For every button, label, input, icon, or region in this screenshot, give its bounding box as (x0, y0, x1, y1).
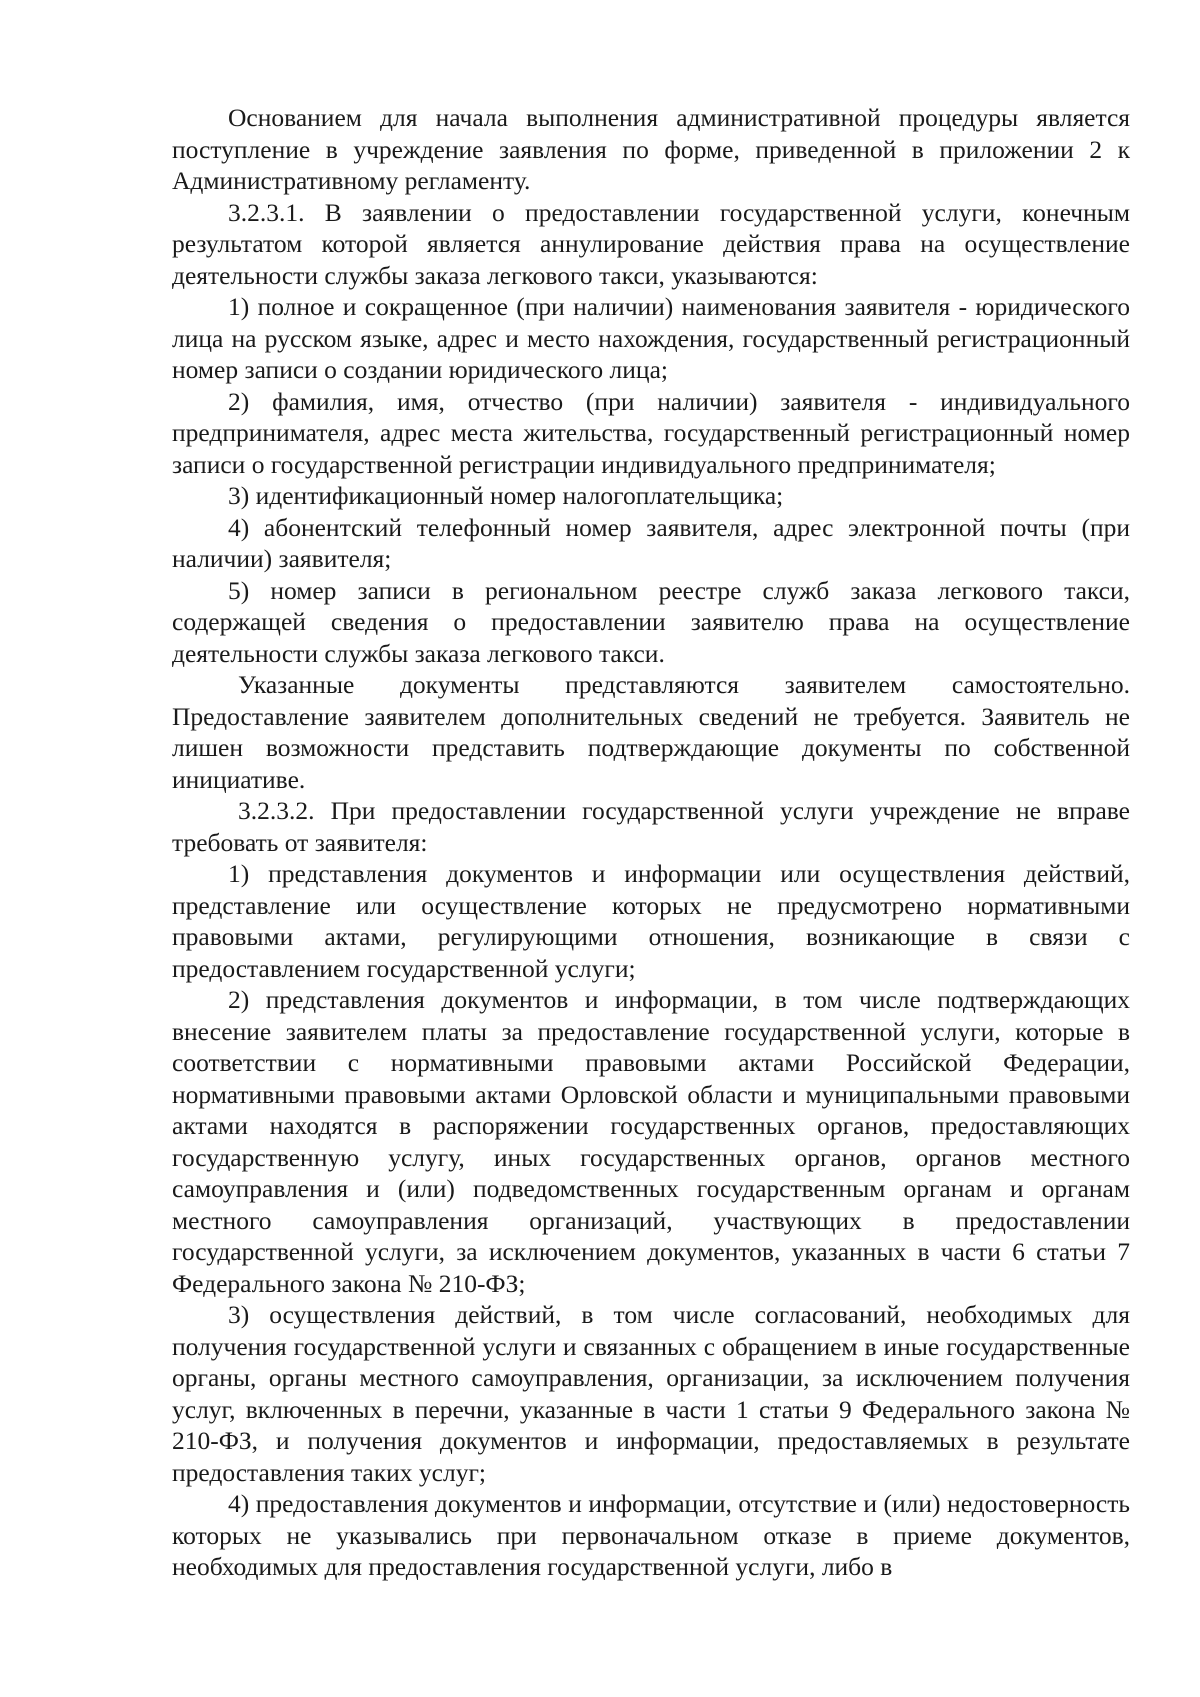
paragraph-3-2-3-2: 3.2.3.2. При предоставлении государственной услуги учреждение не вправе требовать от заявителя: (172, 796, 1130, 857)
paragraph-3-2-3-1: 3.2.3.1. В заявлении о предоставлении государственной услуги, конечным результатом которой является аннулирование действия права на осуществление деятельности службы заказа легкового такси, указываются: (172, 197, 1130, 290)
list-item-2-documents-fee: 2) представления документов и информации, в том числе подтверждающих внесение заявителем платы за предоставление государственной услуги, которые в соответствии с нормативными правовыми актами Российской Федерации, нормативными правовыми актами Орловской области и муниципальными правовыми актами находятся в распоряжении государственных органов, предоставляющих государственную услугу, иных государственных органов, органов местного самоуправления и (или) подведомственных государственным органам и органам местного самоуправления организаций, участвующих в предоставлении государственной услуги, за исключением документов, указанных в части 6 статьи 7 Федерального закона № 210-ФЗ; (172, 985, 1130, 1298)
list-item-4-phone-email: 4) абонентский телефонный номер заявителя, адрес электронной почты (при наличии) заявителя; (172, 512, 1130, 573)
list-item-3-actions: 3) осуществления действий, в том числе согласований, необходимых для получения государственной услуги и связанных с обращением в иные государственные органы, органы местного самоуправления, организации, за исключением получения услуг, включенных в перечни, указанные в части 1 статьи 9 Федерального закона № 210-ФЗ, и получения документов и информации, предоставляемых в результате предоставления таких услуг; (172, 1300, 1130, 1487)
list-item-1-documents: 1) представления документов и информации или осуществления действий, представление или осуществление которых не предусмотрено нормативными правовыми актами, регулирующими отношения, возникающие в связи с предоставлением государственной услуги; (172, 859, 1130, 983)
list-item-2-entrepreneur: 2) фамилия, имя, отчество (при наличии) заявителя - индивидуального предпринимателя, адрес места жительства, государственный регистрационный номер записи о государственной регистрации индивидуального предпринимателя; (172, 386, 1130, 479)
list-item-5-registry-record: 5) номер записи в региональном реестре служб заказа легкового такси, содержащей сведения о предоставлении заявителю права на осуществление деятельности службы заказа легкового такси. (172, 575, 1130, 668)
list-item-3-tax-number: 3) идентификационный номер налогоплательщика; (228, 481, 784, 510)
document-page (172, 102, 1130, 1583)
list-item-1-legal-entity: 1) полное и сокращенное (при наличии) наименования заявителя - юридического лица на русском языке, адрес и место нахождения, государственный регистрационный номер записи о создании юридического лица; (172, 292, 1130, 384)
list-item-4-documents-refusal: 4) предоставления документов и информации, отсутствие и (или) недостоверность которых не указывались при первоначальном отказе в приеме документов, необходимых для предоставления государственной услуги, либо в (172, 1489, 1130, 1581)
paragraph-basis: Основанием для начала выполнения административной процедуры является поступление в учреждение заявления по форме, приведенной в приложении 2 к Административному регламенту. (172, 103, 1130, 195)
paragraph-documents-provided: Указанные документы представляются заявителем самостоятельно. Предоставление заявителем дополнительных сведений не требуется. Заявитель не лишен возможности представить подтверждающие документы по собственной инициативе. (172, 670, 1130, 794)
